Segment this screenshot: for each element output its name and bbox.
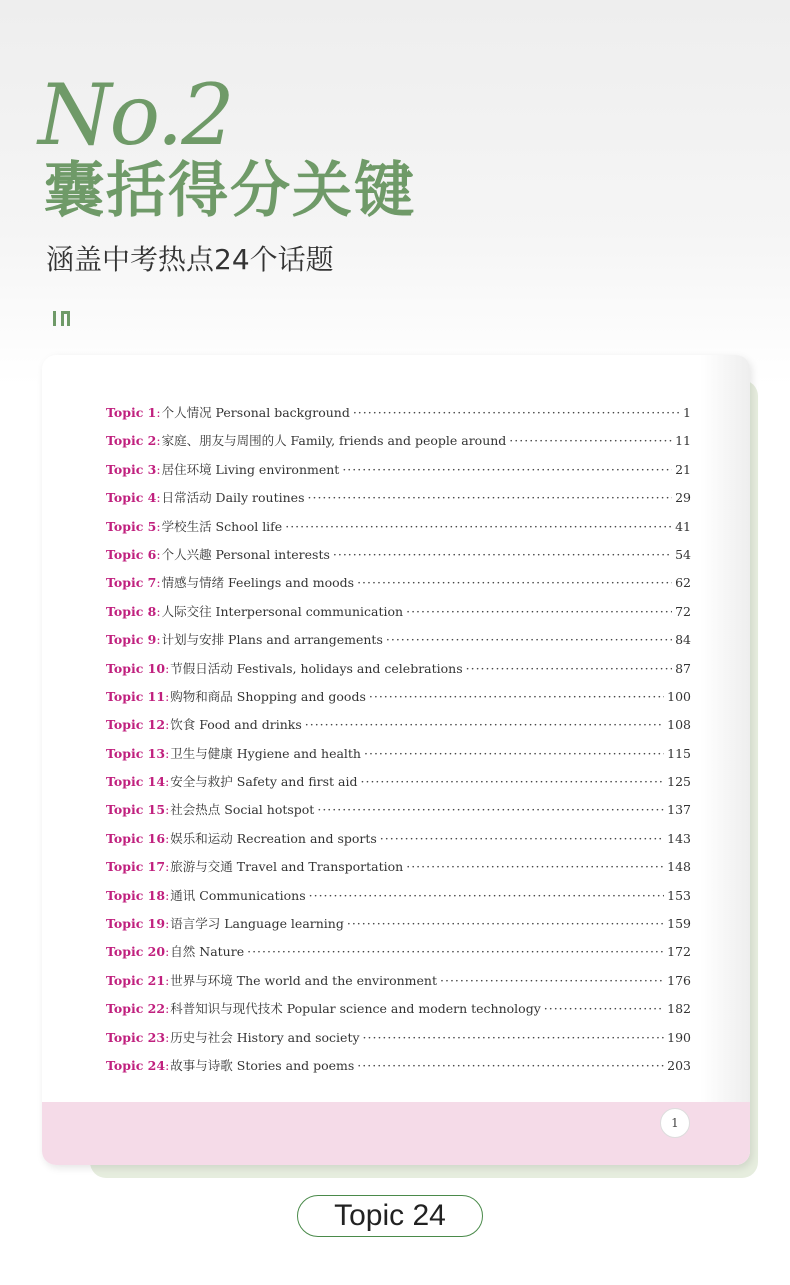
toc-leader-dots: [406, 604, 672, 619]
topic-count-badge: Topic 24: [297, 1195, 483, 1237]
toc-topic-label: Topic 22: [106, 1001, 166, 1017]
toc-page-number: 143: [667, 830, 691, 846]
toc-page-number: 72: [675, 603, 691, 619]
toc-leader-dots: [361, 774, 665, 789]
toc-row: Topic 22 : 科普知识与现代技术 Popular science and modern technology ····· 182: [106, 999, 691, 1027]
toc-page-number: 62: [675, 575, 691, 591]
toc-leader-dots: [309, 888, 665, 903]
toc-topic-label: Topic 13: [106, 745, 166, 761]
toc-topic-title: 科普知识与现代技术 Popular science and modern technology: [170, 1001, 541, 1017]
book-contents-page: [42, 355, 750, 1165]
toc-row: Topic 1 : 个人情况 Personal background ····· 1: [106, 403, 691, 431]
toc-page-number: 100: [667, 688, 691, 704]
toc-topic-label: Topic 12: [106, 717, 166, 733]
toc-topic-title: 节假日活动 Festivals, holidays and celebrations: [170, 660, 463, 676]
toc-leader-dots: [353, 405, 680, 420]
toc-topic-label: Topic 21: [106, 972, 166, 988]
toc-row: Topic 21 : 世界与环境 The world and the environment ····· 176: [106, 971, 691, 999]
toc-leader-dots: [380, 831, 664, 846]
toc-topic-label: Topic 8: [106, 603, 157, 619]
toc-row: Topic 19 : 语言学习 Language learning ····· 159: [106, 914, 691, 942]
page-edge: [700, 355, 750, 1165]
toc-topic-label: Topic 9: [106, 632, 157, 648]
toc-page-number: 84: [675, 632, 691, 648]
toc-topic-title: 学校生活 School life: [161, 518, 283, 534]
toc-page-number: 153: [667, 887, 691, 903]
toc-row: Topic 8 : 人际交往 Interpersonal communication ····· 72: [106, 602, 691, 630]
toc-leader-dots: [347, 916, 664, 931]
toc-leader-dots: [308, 490, 673, 505]
toc-topic-label: Topic 1: [106, 405, 157, 420]
toc-topic-title: 购物和商品 Shopping and goods: [170, 688, 366, 704]
toc-topic-label: Topic 20: [106, 944, 166, 960]
toc-page-number: 137: [667, 802, 691, 818]
toc-row: Topic 20 : 自然 Nature ····· 172: [106, 942, 691, 970]
toc-row: Topic 24 : 故事与诗歌 Stories and poems ····· 203: [106, 1056, 691, 1084]
section-marker-icon: [52, 308, 72, 328]
toc-row: Topic 5 : 学校生活 School life ····· 41: [106, 517, 691, 545]
toc-row: Topic 23 : 历史与社会 History and society ····· 190: [106, 1028, 691, 1056]
table-of-contents: [106, 403, 691, 1084]
toc-topic-label: Topic 19: [106, 916, 166, 932]
toc-page-number: 125: [667, 774, 691, 790]
toc-page-number: 115: [667, 745, 691, 761]
toc-page-number: 1: [683, 405, 691, 420]
toc-topic-label: Topic 16: [106, 830, 166, 846]
toc-page-number: 182: [667, 1001, 691, 1017]
page-footer-band: [42, 1102, 750, 1165]
toc-topic-title: 历史与社会 History and society: [170, 1029, 360, 1045]
toc-topic-label: Topic 17: [106, 859, 166, 875]
hero-subtitle: 涵盖中考热点24个话题: [46, 243, 334, 276]
toc-row: Topic 6 : 个人兴趣 Personal interests ····· 54: [106, 545, 691, 573]
toc-page-number: 148: [667, 859, 691, 875]
toc-leader-dots: [363, 1030, 665, 1045]
toc-page-number: 11: [675, 433, 691, 449]
toc-row: Topic 15 : 社会热点 Social hotspot ····· 137: [106, 800, 691, 828]
page-number: 1: [660, 1108, 690, 1138]
toc-row: Topic 9 : 计划与安排 Plans and arrangements ····· 84: [106, 630, 691, 658]
toc-topic-title: 饮食 Food and drinks: [170, 717, 302, 733]
toc-leader-dots: [386, 632, 672, 647]
toc-leader-dots: [333, 547, 672, 562]
toc-leader-dots: [364, 746, 664, 761]
toc-row: Topic 14 : 安全与救护 Safety and first aid ····· 125: [106, 772, 691, 800]
toc-topic-title: 通讯 Communications: [170, 887, 306, 903]
toc-row: Topic 12 : 饮食 Food and drinks ····· 108: [106, 715, 691, 743]
toc-topic-title: 自然 Nature: [170, 944, 245, 960]
toc-row: Topic 17 : 旅游与交通 Travel and Transportation ····· 148: [106, 857, 691, 885]
toc-topic-title: 计划与安排 Plans and arrangements: [161, 632, 383, 648]
toc-row: Topic 11 : 购物和商品 Shopping and goods ····· 100: [106, 687, 691, 715]
toc-topic-title: 旅游与交通 Travel and Transportation: [170, 859, 404, 875]
toc-topic-title: 安全与救护 Safety and first aid: [170, 774, 358, 790]
toc-topic-title: 日常活动 Daily routines: [161, 490, 305, 506]
toc-row: Topic 18 : 通讯 Communications ····· 153: [106, 886, 691, 914]
toc-page-number: 41: [675, 518, 691, 534]
toc-leader-dots: [369, 689, 664, 704]
toc-topic-label: Topic 7: [106, 575, 157, 591]
toc-topic-title: 个人情况 Personal background: [161, 405, 350, 420]
toc-leader-dots: [342, 462, 672, 477]
toc-page-number: 203: [667, 1057, 691, 1073]
hero-title: 囊括得分关键: [44, 156, 416, 226]
toc-leader-dots: [317, 802, 664, 817]
toc-topic-label: Topic 6: [106, 546, 157, 562]
toc-row: Topic 3 : 居住环境 Living environment ····· 21: [106, 460, 691, 488]
toc-leader-dots: [406, 859, 664, 874]
toc-topic-label: Topic 14: [106, 774, 166, 790]
toc-leader-dots: [285, 519, 672, 534]
toc-page-number: 159: [667, 916, 691, 932]
toc-leader-dots: [544, 1001, 664, 1016]
toc-topic-title: 卫生与健康 Hygiene and health: [170, 745, 361, 761]
toc-row: Topic 2 : 家庭、朋友与周围的人 Family, friends and people around ····· 11: [106, 431, 691, 459]
hero-number: No.2: [38, 66, 233, 164]
toc-topic-label: Topic 5: [106, 518, 157, 534]
toc-topic-title: 世界与环境 The world and the environment: [170, 972, 437, 988]
toc-topic-label: Topic 3: [106, 461, 157, 477]
toc-topic-label: Topic 15: [106, 802, 166, 818]
toc-page-number: 21: [675, 461, 691, 477]
toc-page-number: 176: [667, 972, 691, 988]
toc-topic-title: 语言学习 Language learning: [170, 916, 344, 932]
toc-row: Topic 13 : 卫生与健康 Hygiene and health ····· 115: [106, 744, 691, 772]
toc-topic-label: Topic 2: [106, 433, 157, 449]
toc-topic-title: 居住环境 Living environment: [161, 461, 340, 477]
toc-topic-title: 家庭、朋友与周围的人 Family, friends and people around: [161, 433, 507, 449]
toc-leader-dots: [509, 433, 672, 448]
toc-topic-label: Topic 24: [106, 1057, 166, 1073]
toc-leader-dots: [357, 1058, 664, 1073]
toc-page-number: 108: [667, 717, 691, 733]
toc-topic-label: Topic 10: [106, 660, 166, 676]
toc-leader-dots: [466, 661, 672, 676]
toc-topic-label: Topic 23: [106, 1029, 166, 1045]
toc-row: Topic 7 : 情感与情绪 Feelings and moods ····· 62: [106, 573, 691, 601]
toc-page-number: 172: [667, 944, 691, 960]
toc-page-number: 29: [675, 490, 691, 506]
toc-page-number: 54: [675, 546, 691, 562]
toc-topic-title: 人际交往 Interpersonal communication: [161, 603, 404, 619]
toc-page-number: 87: [675, 660, 691, 676]
toc-row: Topic 4 : 日常活动 Daily routines ····· 29: [106, 488, 691, 516]
toc-page-number: 190: [667, 1029, 691, 1045]
toc-leader-dots: [305, 717, 664, 732]
toc-row: Topic 10 : 节假日活动 Festivals, holidays and celebrations ····· 87: [106, 659, 691, 687]
toc-leader-dots: [440, 973, 664, 988]
toc-topic-label: Topic 11: [106, 688, 166, 704]
toc-topic-title: 社会热点 Social hotspot: [170, 802, 315, 818]
toc-row: Topic 16 : 娱乐和运动 Recreation and sports ····· 143: [106, 829, 691, 857]
toc-topic-title: 个人兴趣 Personal interests: [161, 546, 330, 562]
toc-leader-dots: [247, 944, 664, 959]
toc-leader-dots: [357, 575, 672, 590]
toc-topic-title: 情感与情绪 Feelings and moods: [161, 575, 355, 591]
toc-topic-title: 娱乐和运动 Recreation and sports: [170, 830, 377, 846]
toc-topic-label: Topic 18: [106, 887, 166, 903]
toc-topic-label: Topic 4: [106, 490, 157, 506]
toc-topic-title: 故事与诗歌 Stories and poems: [170, 1057, 355, 1073]
